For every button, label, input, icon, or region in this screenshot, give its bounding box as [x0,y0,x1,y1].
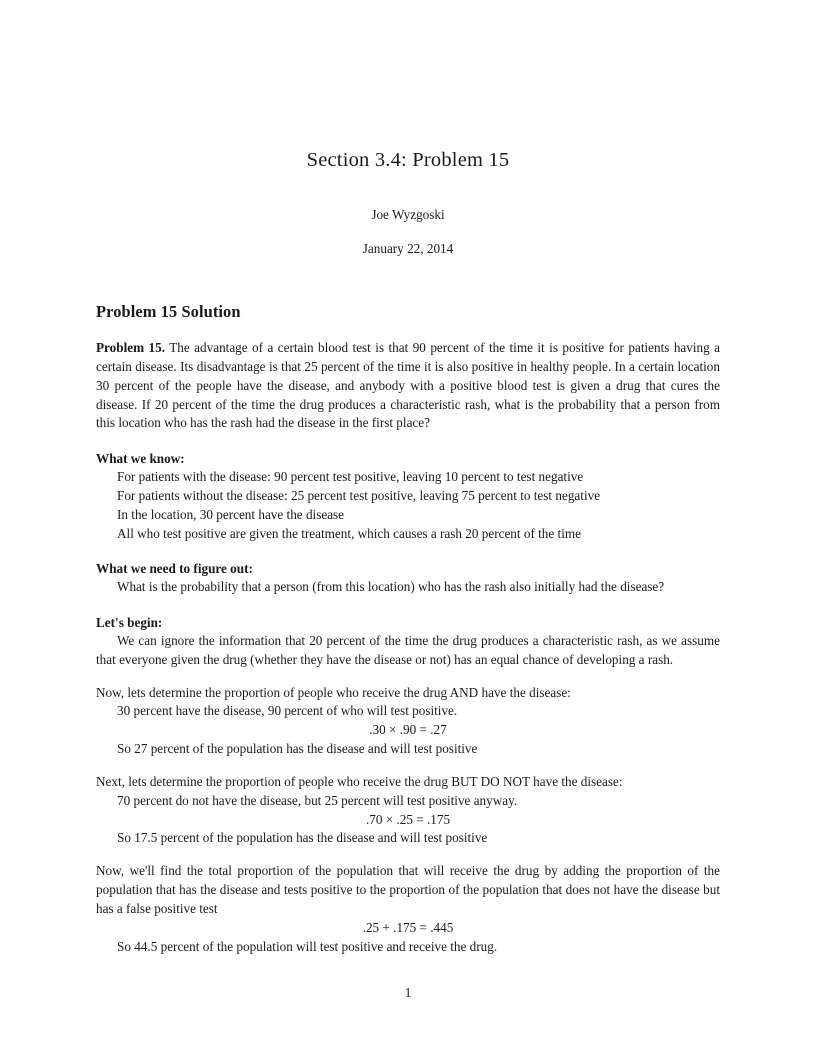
what-we-need-heading: What we need to figure out: [96,561,253,577]
lets-begin-heading: Let's begin: [96,615,163,631]
list-item: All who test positive are given the treatment, which causes a rash 20 percent of the time [117,525,581,541]
step-three-equation: .25 + .175 = .445 [362,919,454,935]
page-content [96,0,720,957]
page-number: 1 [404,985,412,1000]
document-date: January 22, 2014 [362,241,454,257]
spacer [96,848,720,862]
title-block [96,0,720,257]
spacer [96,759,720,773]
step-three-conclusion: So 44.5 percent of the population will test positive and receive the drug. [117,938,498,954]
problem-text: The advantage of a certain blood test is that 90 percent of the time it is positive for patients having a certain disease. Its disadvantage is that 25 percent of the time it is also positive in healthy people. In a certain location 30 percent of the people have the disease, and anybody with a positive blood test is given a drug that cures the disease. If 20 percent of the time the drug produces a characteristic rash, what is the probability that a person from this location who has the rash had the disease in the first place? [96,339,721,431]
step-two-equation: .70 × .25 = .175 [365,811,451,827]
list-item: For patients without the disease: 25 percent test positive, leaving 75 percent to test negative [117,487,601,503]
step-two-premise: 70 percent do not have the disease, but 25 percent will test positive anyway. [117,792,518,808]
lets-begin-text: We can ignore the information that 20 percent of the time the drug produces a characteristic rash, as we assume that everyone given the drug (whether they have the disease or not) has an equal chance of developing a rash. [96,632,720,667]
problem-statement [96,322,720,433]
spacer [96,670,720,684]
list-item: In the location, 30 percent have the disease [117,506,345,522]
step-one-premise: 30 percent have the disease, 90 percent of who will test positive. [117,703,458,719]
step-one-conclusion: So 27 percent of the population has the disease and will test positive [117,741,478,757]
step-two-conclusion: So 17.5 percent of the population has the disease and will test positive [117,830,488,846]
list-item: For patients with the disease: 90 percent test positive, leaving 10 percent to test negative [117,469,584,484]
what-we-need-text: What is the probability that a person (from this location) who has the rash also initially had the disease? [117,579,665,595]
step-one-lead: Now, lets determine the proportion of people who receive the drug AND have the disease: [96,684,571,700]
step-three-lead: Now, we'll find the total proportion of the population that will receive the drug by adding the proportion of the population that has the disease and tests positive to the proportion of the population that does not have the disease but has a false positive test [96,863,720,916]
section-heading: Problem 15 Solution [96,302,241,322]
page-title: Section 3.4: Problem 15 [306,149,510,171]
step-two-lead: Next, lets determine the proportion of people who receive the drug BUT DO NOT have the disease: [96,773,623,789]
document-author: Joe Wyzgoski [371,206,445,222]
step-one-equation: .30 × .90 = .27 [369,722,447,738]
what-we-know-heading: What we know: [96,451,185,467]
problem-label: Problem 15. [96,339,166,355]
